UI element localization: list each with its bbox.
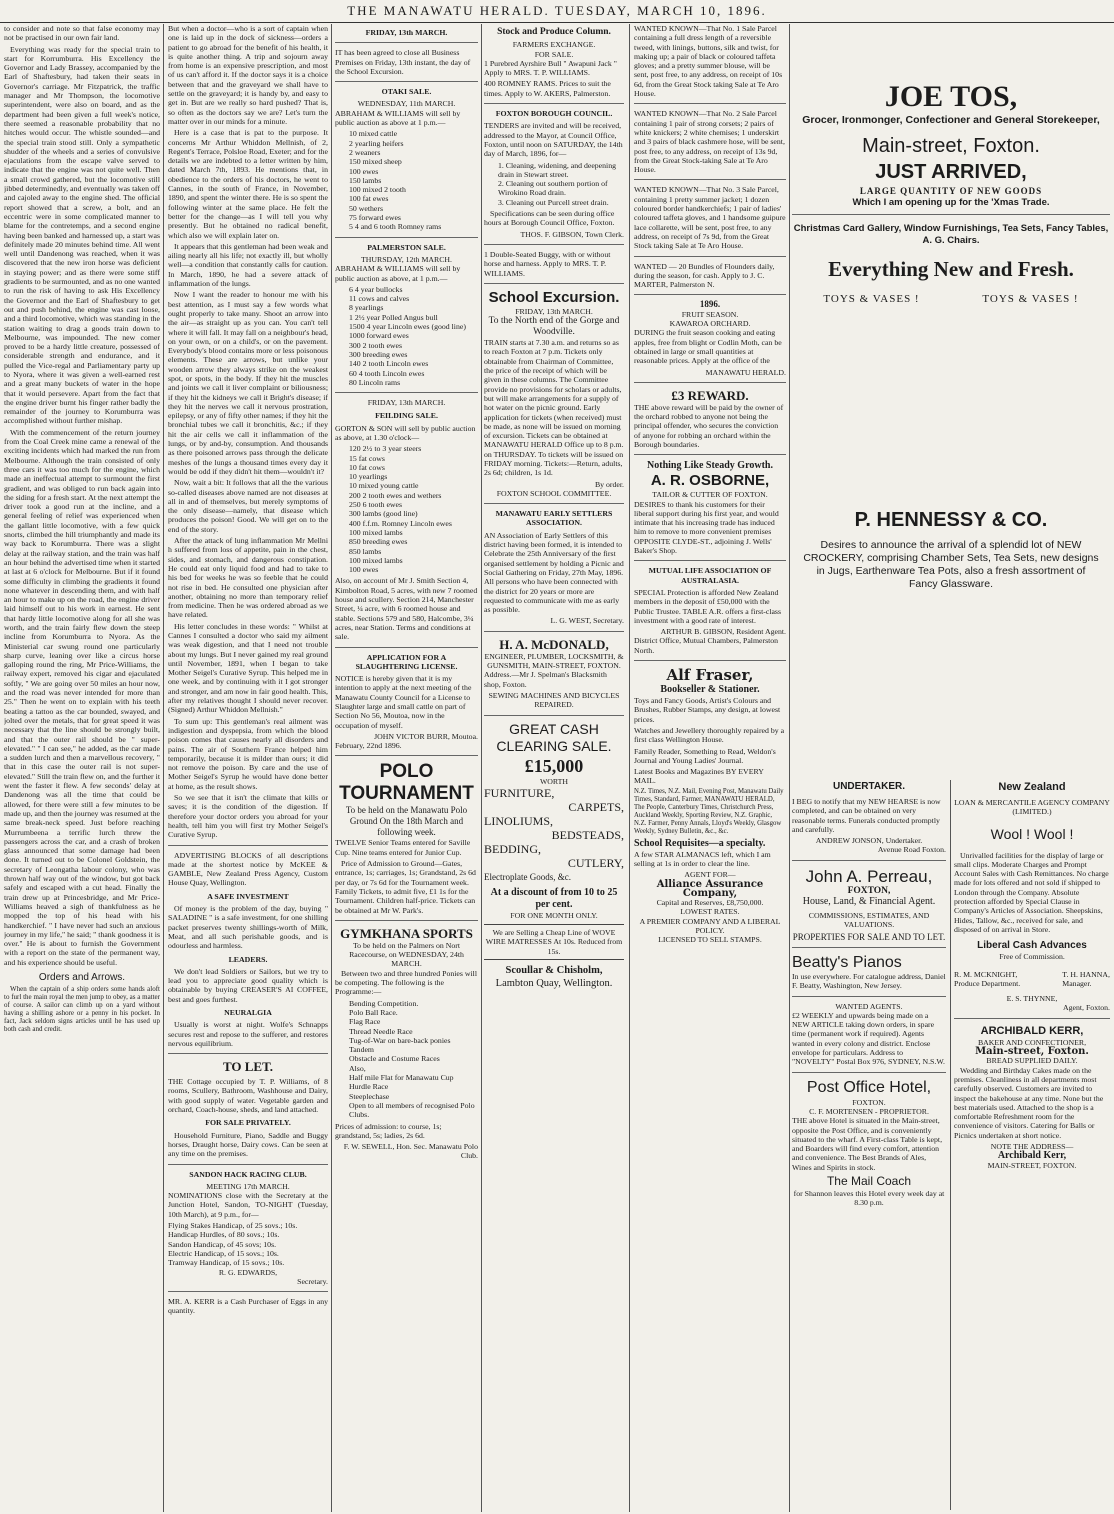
mail-coach-title: The Mail Coach [826,1174,912,1189]
gymkhana-text: Between two and three hundred Ponies will be competing. The following is the Programme:— [335,968,477,997]
tolet-title: TO LET. [222,1059,274,1075]
racing-text: NOMINATIONS close with the Secretary at the Junction Hotel, Sandon, TO-NIGHT (Tuesday, 10th March), at 9 p.m., for— [168,1191,328,1219]
mcdonald-text: ENGINEER, PLUMBER, LOCKSMITH, & GUNSMITH, MAIN-STREET, FOXTON. [484,651,624,671]
excursion-subtitle: To the North end of the Gorge and Woodville. [488,316,620,338]
otaki-date: WEDNESDAY, 11th MARCH. [357,99,456,109]
borough-spec: Specifications can be seen during office hours at Borough Council Office, Foxton. [484,209,615,228]
lot-item: 300 breeding ewes [349,349,408,359]
column-6 [792,24,1110,1512]
divider [634,454,786,455]
polo-title: POLO TOURNAMENT [339,761,474,805]
event-item: Half mile Flat for Manawatu Cup [349,1073,454,1083]
slaughter-date: February, 22nd 1896. [335,741,402,751]
article-paragraph: His letter concludes in these words: " Whilst at Cannes I consulted a doctor who said my ailment was weak digestion, and that I need not trouble about my lungs. But I never gained my real ground until November, 1891, when I began to take Mother Seigel's Curative Syrup. This helped me in one week, and by continuing with it I got stronger and stronger, and am now in fair good health. This, after my relatives thought I should never recover. (Signed) Arthur Whiddon Mellnish." [168,621,328,715]
goods-item: FURNITURE, [484,785,555,800]
column-6-right [954,780,1110,1170]
month-only: FOR ONE MONTH ONLY. [510,910,598,920]
palmerston-title: PALMERSTON SALE. [367,242,446,252]
racing-title: SANDON HACK RACING CLUB. [189,1169,307,1179]
palmerston-intro: ABRAHAM & WILLIAMS will sell by public auction as above, at 1 p.m.— [335,264,461,283]
fraser-papers: N.Z. Times, N.Z. Mail, Evening Post, Manawatu Daily Times, Standard, Farmer, MANAWATU HERALD, The People, Canterbury Times, Christchurch Press, Auckland Weekly, Sporting Review, N.Z. Graphic, N.Z. Farmer, Penny Annals, Lloyd's Weekly, Glasgow Weekly, Sydney Bulletin, &c., &c. [634,787,784,835]
racing-subtitle: MEETING 17th MARCH. [206,1181,290,1191]
lowest-rates: LOWEST RATES. [680,907,740,917]
lot-item: 80 Lincoln rams [349,377,401,387]
mcdonald-address: Address.—Mr J. Spelman's Blacksmith shop, Foxton. [484,670,607,689]
settlers-text: AN Association of Early Settlers of this district having been formed, it is intended to Celebrate the 25th Anniversary of the first organised settlement by holding a Picnic and Social Gathering on Friday, 27th May, 1896. All persons who have been connected with the district for 20 years or more are requested to communicate with me as early as possible. [484,530,624,615]
farmers-exchange: FARMERS EXCHANGE. [512,40,596,50]
article-paragraph: Now I want the reader to honour me with his best attention, as I must say a few words what ought properly to take many. Shoot an arrow into the air—as straight up as you can. You can't tell where it will fall. It may fall on a neighbour's head, on your own, or on a child's, or on the pavement. Everybody's blood contains more or less poisonous elements. These are arrows, but unlike your wooden arrow they always strike on the weakest spot, or spots, in the body. If they hit the muscles and joints we call it liver complaint or biliousness; if they hit the kidneys we call it Bright's disease; if they hit the nerves we call it nervous prostration, epilepsy, or any of fifty other names; if they hit the bronchial tubes we call it bronchitis, &c.; if they hit the air cells we call it inflammation of the lungs, or by and-by, consumption. And thousands as there poisoned arrows pass through the delicate meshes of the lungs a thousand times every day it would be odd if they didn't hit them—wouldn't it? [168,290,328,476]
nz-text: Unrivalled facilities for the display of large or small clips. Moderate Charges and Prompt Account Sales with Cash Remittances. No charge made for lots offered and not sold if shipped to London through the Company. Absolute protection afforded by Special Clause in Company's Articles of Association. Sheepskins, Hides, Tallow, &c., received for sale, and disposed of on arrival in Store. [954,850,1109,934]
lot-item: 100 mixed 2 tooth [349,185,406,195]
mcdonald-sewing: SEWING MACHINES AND BICYCLES REPAIRED. [488,690,620,710]
lot-item: 140 2 tooth Lincoln ewes [349,359,429,369]
tos-toys-left: TOYS & VASES ! [823,293,920,305]
divider [335,237,478,238]
fruit-signature: MANAWATU HERALD. [705,367,786,377]
friday-heading: FRIDAY, 13th MARCH. [365,28,448,37]
lot-item: 10 yearlings [349,472,388,482]
advertising-notice: ADVERTISING BLOCKS of all descriptions made at the shortest notice by McKEE & GAMBLE, New Zealand Press Agency, Custom House Quay, Wellington. [168,850,328,888]
kawaroa-orchard: KAWAROA ORCHARD. [669,319,751,329]
officer-mcknight [954,970,1020,989]
slaughter-text: NOTICE is hereby given that it is my intention to apply at the next meeting of the Manawatu County Council for a License to Slaughter large and small cattle on part of Section No 56, Moutoa, now in the occupation of myself. [335,674,472,730]
borough-text: TENDERS are invited and will be received, addressed to the Mayor, at Council Office, Foxton, until noon on SATURDAY, the 14th day of March, 1896, for— [484,121,623,159]
tos-toys-row [792,291,1110,307]
column-3 [335,24,478,1512]
investment-title: A SAFE INVESTMENT [207,891,289,901]
orders-title: Orders and Arrows. [38,971,126,983]
clearing-items [484,786,624,884]
divider [634,294,786,295]
undertaker-address: Avenue Road Foxton. [877,845,946,855]
event-item: Polo Ball Race. [349,1007,398,1017]
lot-item: 150 lambs [349,175,382,185]
fraser-family: Family Reader, Something to Read, Weldon's Journal and Young Ladies' Journal. [634,746,776,765]
tender-item: 2. Cleaning out southern portion of Wirokino Road drain. [498,179,608,198]
feilding-intro: GORTON & SON will sell by public auction as above, at 1.30 o'clock— [335,423,476,442]
wool-heading: Wool ! Wool ! [990,825,1074,842]
column-rule [950,780,951,1510]
divider [484,503,624,504]
perreau-title: John A. Perreau, [805,866,933,886]
event-item: Hurdle Race [349,1082,389,1092]
goods-item: CARPETS, [568,799,624,814]
reward-title: £3 REWARD. [671,387,749,403]
lot-item: 250 6 tooth ewes [349,500,403,510]
divider [335,81,478,82]
kerr-name: Archibald Kerr, [997,1150,1067,1162]
tos-everything: Everything New and Fresh. [828,257,1074,281]
event-item: Flag Race [349,1017,381,1027]
excursion-title: School Excursion. [488,288,620,306]
tos-toys-right: TOYS & VASES ! [982,293,1079,305]
tos-arrived: JUST ARRIVED, [875,161,1027,183]
excursion-date: FRIDAY, 13th MARCH. [515,306,593,316]
racing-item: Flying Stakes Handicap, of 25 sovs.; 10s. [168,1221,298,1231]
article-paragraph: After the attack of lung inflammation Mr Mellni h suffered from loss of appetite, pain in the chest, sides, and stomach, and dangerous constipation. He could eat only liquid food and had to take to his bed for weeks he was so feeble that he could not rise in bed. He consulted one physician after another, obtaining no more than temporary relief from medicine. Then he was ordered abroad as we have related. [168,536,328,620]
otaki-lots [349,129,478,231]
article-paragraph: But when a doctor—who is a sort of captain when one is laid up in the dock of sickness—orders a patient to go abroad for the benefit of his health, it is quite another thing. A trip and sojourn away from home is an expensive prescription, and most of us can't afford it. If the doctor says it is a choice between that and the graveyard we shall have to settle on the graveyard; it is handy by, and easy to get in. But are we really so hard pushed? That is, so often as the doctors say we are? Let's turn the matter over in our minds for a minute. [168,24,328,126]
divider [792,214,1110,215]
racing-item: Handicap Hurdles, of 80 sovs.; 10s. [168,1230,280,1240]
perreau-properties: PROPERTIES FOR SALE AND TO LET. [792,931,946,942]
article-paragraph: With the commencement of the return journey from the Coal Creek mine came a renewal of the exciting incidents which had marked the run from Melbourne. Although the train consisted of only three cars it was too much for the engine, which made an ineffectual attempt to surmount the first gradient, and was obliged to run back again into the siding for a fresh start. At the next attempt the driver took a good run at the incline, and a general feeling of relief was experienced when the gallant little locomotive, with a few quick snorts, climbed the hill triumphantly and made its way back to Korumburra. There was a slight delay at the railway station, and the train was half an hour behind the advertised time when it started at last at 6 o'clock for Melbourne. But if it found some difficulty in climbing the gradients it found none whatever in descending them, and with half an hour to make up on the road, the engine driver laid himself out to his work in earnest. He sent that hardy little locomotive along for all she was worth, and the train fairly flew down the steep incline from Korumburra to Nyora. As the Ministerial car swung round one particularly sharp curve, leaning over like a circus horse galloping round the ring, Mr Price-Williams, the railway expert, removed his cigar and ejaculated softly, " We are going over 50 miles an hour now, and the road was never intended for more than 25." Then he went on to explain with his teeth beating a tattoo as the car bounded, swayed, and jolted over the metals, that for great speed it was necessary that the line should be strongly built, and that the outer rail should be " super-elevated." " I can see," he added, as the car made a sudden lurch and then a marvellous recovery, " that in this case the outer rail is not super-elevated." Still the train flew on, and the further it went the faster it flew. A few seconds' delay at Dandenong was all the time that could be allowed, for there were still a few minutes to be made up, and then the journey was resumed at the same break-neck speed. Just before reaching Murrumbeena a terrific lurch threw the passengers across the car, and a crash of broken glass announced that some damage had been done. It turned out to be Colonel Goldstein, the secretary of Leongatha labour colony, who was thrown half way out of the window, but got back safely and escaped with a cut head. Finally the train drew up at Princesbridge, and Mr Price-Williams heaved a sigh of thankfulness as he mopped the top of his head with his handkerchief. " I have never had such an anxious journey in my life," he said; " thank goodness it is over." He is about to furnish the Government with a report on the state of the permanent way, and his experience should be useful. [4,427,160,967]
lot-item: 2 yearling heifers [349,138,404,148]
excursion-text: TRAIN starts at 7.30 a.m. and returns so as to reach Foxton at 7 p.m. Tickets only obtainable from Chairman of Committee, the price of the receipt of which will be given in these columns. The Committee provide no provisions for scholars or adults, but will make arrangements for a supply of hot water on the picnic ground. Early application for tickets (when received) must be made, as none will be issued on morning of excursion. Tickets can be obtained at MANAWATU HERALD Office up to 8 p.m. on THURSDAY. To tickets will be issued on FRIDAY morning. Tickets:—Return, adults, 2s 6d; children, 1s 1d. [484,338,624,478]
officer-thynne-role: Agent, Foxton. [1063,1003,1110,1013]
racing-item: Sandon Handicap, of 45 sovs; 10s. [168,1239,277,1249]
divider [634,560,786,561]
event-item: Bending Competition. [349,998,419,1008]
clearing-worth: WORTH [539,776,569,786]
fraser-title: Alf Fraser, [666,666,754,685]
tender-item: 3. Cleaning out Purcell street drain. [498,197,609,207]
capital-text: Capital and Reserves, £8,750,000. [656,898,764,908]
wanted-known-2: WANTED KNOWN—That No. 2 Sale Parcel containing 1 pair of strong corsets; 2 pairs of white knickers; 2 white chemises; 1 underskirt and 3 pairs of black cashmere hose, will be sent, post free, to any address, on receipt of 13s 9d, from the Great Stock-taking Sale at Te Aro House. [634,109,785,175]
column-5 [634,24,786,1512]
divider [335,755,478,756]
tos-street: Main-street, Foxton. [862,135,1040,157]
osborne-subtitle: TAILOR & CUTTER OF FOXTON. [652,490,768,500]
post-office-subtitle: FOXTON. [852,1097,886,1107]
kerr-title: ARCHIBALD KERR, [980,1024,1084,1037]
event-item: Also, [349,1063,366,1073]
wanted-known-1: WANTED KNOWN—That No. 1 Sale Parcel containing a full dress length of a reversible tweed, with linings, buttons, silk and twist, for making up; a pair of black or coloured taffeta gloves; and a pretty summer blouse, will be sent, post free, to any address, on receipt of 10s 6d, from the Great Stock taking Sale at Te Aro House. [634,24,783,99]
goods-item: LINOLIUMS, [484,813,553,828]
lot-item: 10 mixed cattle [349,129,398,139]
lot-item: 100 fat ewes [349,194,389,204]
feilding-title: FEILDING SALE. [375,411,438,421]
gymkhana-title: GYMKHANA SPORTS [340,925,473,941]
divider [792,860,946,861]
lot-item: 200 2 tooth ewes and wethers [349,490,442,500]
article-paragraph: It appears that this gentleman had been weak and ailing nearly all his life; not exactly ill, but wholly well—a condition that constantly calls for caution. In March, 1890, he had a severe attack of inflammation of the lungs. [168,241,328,289]
fraser-text: Toys and Fancy Goods, Artist's Colours and Brushes, Rubber Stamps, any design, at lowest prices. [634,696,781,724]
lot-item: 11 cows and calves [349,294,410,304]
premier-text: A PREMIER COMPANY AND A LIBERAL POLICY. [639,916,781,936]
event-item: Thread Needle Race [349,1026,413,1036]
divider [335,920,478,921]
steady-growth: Nothing Like Steady Growth. [647,460,773,472]
lot-item: 150 mixed sheep [349,157,402,167]
osborne-title: A. R. OSBORNE, [650,472,770,490]
lot-item: 10 fat cows [349,462,385,472]
column-4 [484,24,624,1512]
kerr-street: Main-street, Foxton. [975,1046,1089,1058]
divider [168,1053,328,1054]
lot-item: 5 4 and 6 tooth Romney rams [349,222,442,232]
lot-item: 10 mixed young cattle [349,481,419,491]
wanted-flounders: WANTED — 20 Bundles of Flounders daily, during the season, for cash. Apply to J. C. MARTER, Palmerston N. [634,261,775,290]
free-commission: Free of Commission. [999,952,1065,962]
article-paragraph: To sum up: This gentleman's real ailment was indigestion and dyspepsia, from which the blood poison comes that causes nearly all disorders and pains. The air of Southern France helped him temporarily, because it is milder than ours; it did not remove the poison. By care and the use of Mother Seigel's Syrup he would have done better at home, as the result shows. [168,716,328,791]
divider [484,715,624,716]
lot-item: 300 2 tooth ewes [349,340,403,350]
palmerston-date: THURSDAY, 12th MARCH. [361,254,452,264]
divider [634,382,786,383]
post-office-title: Post Office Hotel, [806,1078,932,1096]
buggy-ad: 1 Double-Seated Buggy, with or without horse and harness. Apply to MRS. T. P. WILLIAMS. [484,249,611,278]
mail-coach-text: for Shannon leaves this Hotel every week day at 8.30 p.m. [793,1189,945,1208]
divider [792,996,946,997]
hennessy-title: P. HENNESSY & CO. [854,509,1048,531]
perreau-commissions: COMMISSIONS, ESTIMATES, AND VALUATIONS. [808,911,930,930]
divider [168,845,328,846]
feilding-extra: Also, on account of Mr J. Smith Section 4, Kimbolton Road, 5 acres, with new 7 roomed house and scullery. Section 214, Manchester Street, ¼ acre, with 6 roomed house and stable. Sections 579 and 580, Halcombe, 3¼ acres, near Station. Terms and conditions at sale. [335,576,478,642]
palmerston-lots [349,285,478,387]
divider [335,392,478,393]
slaughter-signature: JOHN VICTOR BURR, Moutoa. [374,731,478,741]
undertaker-title: UNDERTAKER. [832,781,906,792]
closing-notice: IT has been agreed to close all Business Premises on Friday, 13th instant, the day of the School Excursion. [335,48,471,76]
racing-role: Secretary. [297,1276,328,1286]
leaders-title: LEADERS. [228,954,268,964]
lot-item: 6 4 year bullocks [349,284,403,294]
divider [634,179,786,180]
lot-item: 1 2½ year Polled Angus bull [349,312,438,322]
event-item: Open to all members of recognised Polo Clubs. [349,1100,475,1120]
mutual-office: District Office, Mutual Chambers, Palmerston North. [634,636,779,655]
gymkhana-prices: Prices of admission: to course, 1s; grandstand, 5s; ladies, 2s 6d. [335,1121,442,1140]
lot-item: 60 4 tooth Lincoln ewes [349,368,425,378]
fraser-latest: Latest Books and Magazines BY EVERY MAIL. [634,767,764,786]
divider [634,660,786,661]
clearing-amount: £15,000 [524,755,584,776]
stock-title: Stock and Produce Column. [497,27,611,37]
racing-signature: R. G. EDWARDS, [218,1267,278,1277]
polo-admission: Price of Admission to Ground—Gates, entrance, 1s; carriages, 1s; Grandstand, 2s 6d per day, or 7s 6d for the Tournament week. Family Tickets, to admit five, £1 1s for the Tournament. Children half-price. Tickets can be obtained at Mr W. Park's. [335,859,476,915]
lot-item: 400 f.f.m. Romney Lincoln ewes [349,518,452,528]
article-paragraph: Here is a case that is pat to the purpose. It concerns Mr Arthur Whiddon Mellnish, of 2, Regent's Terrace, Polsloe Road, Exeter; and for the details we are indebted to a letter written by him, dated March 7th, 1893. He mentions that, in obedience to the orders of his doctors, he went to Cannes, in the south of France, in November, 1890, and spent the winter there. He is so spent the following winter at the same place. He felt the better for the change—as I will tell you why presently. But he obtained no radical benefit, which also we will explain later on. [168,128,328,240]
lot-item: 15 fat cows [349,453,385,463]
lot-item: 100 ewes [349,166,379,176]
nz-officers [954,970,1110,989]
divider [168,1164,328,1165]
mcdonald-title: H. A. McDONALD, [499,636,609,652]
otaki-intro: ABRAHAM & WILLIAMS will sell by public auction as above at 1 p.m.— [335,108,461,128]
post-office-proprietor: C. F. MORTENSEN - PROPRIETOR. [809,1106,929,1116]
bull-ad: 1 Purebred Ayrshire Bull " Awapuni Jack " Apply to MRS. T. P. WILLIAMS. [484,58,617,78]
column-1 [4,24,160,1512]
divider [792,947,946,948]
officer-role: Produce Department. [954,978,1021,988]
goods-item: BEDSTEADS, [551,827,624,842]
beatty-title: Beatty's Pianos [792,953,902,971]
kerr-address: MAIN-STREET, FOXTON. [987,1160,1077,1170]
lot-item: 850 lambs [349,546,382,556]
otaki-title: OTAKI SALE. [381,87,432,97]
agent-for: AGENT FOR— [684,870,736,880]
lot-item: 850 breeding ewes [349,537,408,547]
divider [484,283,624,284]
excursion-signature: FOXTON SCHOOL COMMITTEE. [496,488,612,498]
divider [484,631,624,632]
licensed-stamps: LICENSED TO SELL STAMPS. [658,935,762,945]
column-rule [163,24,164,1512]
divider [634,256,786,257]
divider [168,1291,328,1292]
slaughter-title: APPLICATION FOR A SLAUGHTERING LICENSE. [355,652,458,671]
rams-ad: 400 ROMNEY RAMS. Prices to suit the times. Apply to W. AKERS, Palmerston. [484,79,611,98]
event-item: Tandem [349,1045,375,1055]
officer-role: Manager. [1062,978,1092,988]
gymkhana-signature: F. W. SEWELL, Hon. Sec. Manawatu Polo Club. [343,1142,478,1161]
borough-items [498,161,624,207]
column-rule [331,24,332,1512]
undertaker-signature: ANDREW JONSON, Undertaker. [815,836,923,846]
gymkhana-items [349,999,478,1120]
kerr-text: Wedding and Birthday Cakes made on the premises. Cleanliness in all departments most carefully observed. Customers are invited to inspect the bakehouse at any time. None but the best materials used. Attached to the shop is a comfortable Refreshment room for the convenience of visitors. Catering for Balls or Picnics undertaken at short notice. [954,1065,1104,1140]
agents-title: WANTED AGENTS. [835,1001,903,1011]
polo-text: TWELVE Senior Teams entered for Saville Cup. Nine teams entered for Junior Cup. [335,838,471,857]
lot-item: 8 yearlings [349,303,384,313]
settlers-title: MANAWATU EARLY SETTLERS ASSOCIATION. [495,509,613,528]
feilding-lots [349,444,478,574]
alliance-name: Alliance Assurance Company, [656,878,764,899]
article-paragraph: Everything was ready for the special train to start for Korrumburra. His Excellency the Governor and Lady Brassey, accompanied by the Earl of Shaftesbury, had taken their seats in Governor's carriage. Mr Fitzpatrick, the traffic manager and Mr Thompson, the locomotive superintendent, were also on board, and as the department had been given a full week's notice, there seemed a reasonable probability that no hitches would occur. The whistle sounded—and the special train stood still. Only a sympathetic shudder of the wheels and a series of convulsive ejaculations from the escape valve served to indicate that the engine was not quite well. Then a small crowd gathered, but the locomotive still jibbed determinedly, and eventually was taken off and cajoled away to the engine shed. The official report showed that a screw, a bolt, and an eccentric were in some complicated manner to blame for the contretemps, and a second engine having been banked and harnessed up, a start was definitely made 20 minutes behind time. All went well until Dandenong was reached, when it was discovered that the new iron horse was deficient in staying power; and as there were some stiff gradients to be surmounted, and as no one wanted to run the risk of having to ask His Excellency the Governor and the Earl of Shaftesbury to get out and push behind, the engine was cast loose, and a third locomotive, which was standing in the station waiting to drag a goods train down to Melbourne, was impounded. The new comer proved to be a hardy little creature, possessed of considerable strength and endurance, and it pulled the Vice-regal and Parliamentary party up to Nyora, where it was given a well-earned rest and a great many buckets of water in the hope that it would persevere. Apart from the fact that the engine driver burnt his finger rather badly the remainder of the journey to Korumburra was accomplished without further mishap. [4,44,160,426]
fruit-season: FRUIT SEASON. [681,309,739,319]
article-paragraph: to consider and note so that false economy may not be practised in our own fair land. [4,24,160,43]
perreau-text: House, Land, & Financial Agent. [802,896,936,908]
feilding-date: FRIDAY, 13th MARCH. [367,398,446,408]
discount-text: At a discount of from 10 to 25 per cent. [490,886,618,910]
tos-large: LARGE QUANTITY OF NEW GOODS [859,186,1043,196]
perreau-subtitle: FOXTON, [847,885,891,896]
fraser-subtitle: Bookseller & Stationer. [660,684,760,696]
event-item: Obstacle and Costume Races [349,1054,440,1064]
post-office-text: THE above Hotel is situated in the Main-street, opposite the Post Office, and is conveniently situated to the wharf. A First-class Table is kept, and Boarders will find every comfort, attention and convenience. The Best Brands of Ales, Wines and Spirits in stock. [792,1116,943,1172]
lot-item: 100 mixed lambs [349,555,403,565]
nz-title: New Zealand [998,781,1066,793]
goods-item: BEDDING, [484,841,541,856]
column-rule [629,24,630,1512]
settlers-signature: L. G. WEST, Secretary. [550,616,624,626]
investment-text: Of money is the problem of the day, buying " SALADINE " is a safe investment, for one shilling packet preserves twenty shillings-worth of Milk, Meat, and all such perishable goods, and is odourless and harmless. [168,904,328,951]
lot-item: 50 wethers [349,203,383,213]
leaders-text: We don't lead Soldiers or Sailors, but we try to lead you to appreciate good quality which is obtainable by buying CREASER'S AI COFFEE, best and goes furthest. [168,966,328,1004]
column-rule [789,24,790,1512]
tender-item: 1. Cleaning, widening, and deepening drain in Stewart street. [498,160,617,179]
liberal-advances: Liberal Cash Advances [977,940,1087,952]
masthead: THE MANAWATU HERALD. TUESDAY, MARCH 10, 1896. [0,0,1114,23]
mattress-box: We are Selling a Cheap Line of WOVE WIRE MATRESSES At 10s. Reduced from 15s. [484,924,624,960]
article-paragraph: So we see that it isn't the climate that kills or saves; it is the condition of the digestion. If therefore your doctor orders you abroad for your health, tell him you will first try Mother Seigel's Curative Syrup. [168,793,328,840]
borough-signature: THOS. F. GIBSON, Town Clerk. [520,229,624,239]
gymkhana-subtitle: To be held on the Palmers on Nort Racecourse, on WEDNESDAY, 24th MARCH. [349,940,464,969]
officer-hanna [1062,970,1110,989]
polo-subtitle: To be held on the Manawatu Polo Ground On the 18th March and following week. [345,805,468,838]
fruit-text: DURING the fruit season cooking and eating apples, free from blight or Codlin Moth, can be obtained in large or small quantities at reasonable prices. Apply at the office of the [634,328,782,366]
lot-item: 100 mixed lambs [349,527,403,537]
tolet-text: THE Cottage occupied by T. P. Williams, of 8 rooms, Scullery, Bathroom, Washhouse and Dairy, with good supply of water. Vegetable garden and orchard, Coach-house, sheds, and land attached. [168,1077,328,1115]
mutual-text: SPECIAL Protection is afforded New Zealand members in the deposit of £50,000 with the Public Trustee. TABLE A.R. offers a first-class investment with a good rate of interest. [634,587,782,625]
racing-item: Electric Handicap, of 15 sovs.; 10s. [168,1248,279,1258]
private-sale-title: FOR SALE PRIVATELY. [205,1118,291,1128]
divider [484,103,624,104]
column-rule [481,24,482,1512]
hennessy-text: Desires to announce the arrival of a splendid lot of NEW CROCKERY, comprising Chamber Sets, Tea Sets, new designs in Jugs, Earthenware Tea Pots, also a fresh assortment of Fancy Glassware. [803,539,1099,590]
osborne-text: DESIRES to thank his customers for their liberal support during his first year, and would intimate that his increasing trade has induced him to remove to more convenient premises OPPOSITE CLYDE-ST., adjoining J. Wells' Baker's Shop. [634,499,779,556]
beatty-text: In use everywhere. For catalogue address, Daniel F. Beatty, Washington, New Jersey. [792,971,946,991]
fraser-watches: Watches and Jewellery thoroughly repaired by a first class Wellington House. [634,725,785,745]
racing-item: Tramway Handicap, of 15 sovs.; 10s. [168,1258,285,1268]
lot-item: 1500 4 year Lincoln ewes (good line) [349,322,466,332]
neuralgia-text: Usually is worst at night. Wolfe's Schnapps secures rest and repose to the sufferer, and restores nervous equilibrium. [168,1020,328,1048]
kerr-subtitle: BAKER AND CONFECTIONER, [977,1037,1087,1047]
undertaker-text: I BEG to notify that my NEW HEARSE is now completed, and can be obtained on very reasonable terms. Funerals conducted promptly and carefully. [792,797,941,834]
tos-opening: Which I am opening up for the 'Xmas Trade. [852,197,1050,208]
goods-item: Electroplate Goods, &c. [484,871,571,882]
event-item: Tug-of-War on bare-back ponies [349,1035,451,1045]
year-heading: 1896. [699,299,721,310]
officer-name: R. M. MCKNIGHT, [954,969,1018,979]
scoullar-name: Scoullar & Chisholm, [505,965,603,976]
nz-subtitle: LOAN & MERCANTILE AGENCY COMPANY (LIMITED.) [954,798,1110,817]
clearing-sale-title: GREAT CASH CLEARING SALE. [496,720,612,754]
divider [484,244,624,245]
column-2 [168,24,328,1512]
tos-subtitle: Grocer, Ironmonger, Confectioner and General Storekeeper, [802,114,1100,126]
divider [792,1072,946,1073]
lot-item: 1000 forward ewes [349,331,409,341]
for-sale-heading: FOR SALE. [534,49,574,59]
lot-item: 300 lambs (good line) [349,509,418,519]
event-item: Steeplechase [349,1091,390,1101]
column-6-left [792,780,946,1208]
excursion-order: By order. [594,479,624,489]
almanac-text: A few STAR ALMANACS left, which I am selling at 1s in order to clear the line. [634,849,771,868]
tos-gallery: Christmas Card Gallery, Window Furnishings, Tea Sets, Fancy Tables, A. G. Chairs. [793,223,1109,246]
lot-item: 2 weaners [349,147,381,157]
wanted-known-3: WANTED KNOWN—That No. 3 Sale Parcel, containing 1 pretty summer jacket; 1 dozen coloured border handkerchiefs; 1 pair of ladies' coloured taffeta gloves, and 1 handsome guipure lace collarette, will be sent, post free, to any address, on receipt of 7s 9d, from the Great Stock taking Sale at Te Aro House. [634,185,786,251]
mutual-title: MUTUAL LIFE ASSOCIATION OF AUSTRALASIA. [648,566,772,585]
divider [335,42,478,43]
orders-text: When the captain of a ship orders some hands aloft to furl the main royal the men jump to obey, as a matter of course. A sailor can climb up on a yard without having a shilling ashore or a penny in his pocket. In fact, Jack seldom signs articles until he has used up both cash and credit. [4,985,160,1034]
mutual-signature: ARTHUR B. GIBSON, Resident Agent. [660,627,786,637]
kerr-bread: BREAD SUPPLIED DAILY. [986,1056,1078,1066]
officer-name: T. H. HANNA, [1062,969,1110,979]
lambton-address: Lambton Quay, Wellington. [495,978,613,989]
divider [634,103,786,104]
divider [954,1018,1110,1019]
tos-title: JOE TOS, [884,80,1018,113]
school-requisites: School Requisites—a specialty. [634,837,766,849]
kerr-note: NOTE THE ADDRESS— [990,1142,1074,1152]
private-sale-text: Household Furniture, Piano, Saddle and Buggy horses, Draught horse, Dairy cows. Can be seen at any time on the premises. [168,1130,328,1159]
kerr-eggs-notice: MR. A. KERR is a Cash Purchaser of Eggs in any quantity. [168,1297,328,1316]
officer-thynne: E. S. THYNNE, [1006,994,1058,1004]
agents-text: £2 WEEKLY and upwards being made on a NEW ARTICLE taking down orders, in spare time (permanent work if required). Agents wanted in every colony and district. Enclose envelope for particulars. Address to "NOVELTY" Postal Box 976, SYDNEY, N.S.W. [792,1010,945,1067]
lot-item: 100 ewes [349,565,379,575]
borough-title: FOXTON BOROUGH COUNCIL. [495,109,613,119]
divider [335,647,478,648]
reward-text: THE above reward will be paid by the owner of the orchard robbed to anyone not being the principal offender, who secures the conviction of anyone for robbing an orchard within the Borough boundaries. [634,402,784,449]
lot-item: 75 forward ewes [349,213,401,223]
goods-item: CUTLERY, [567,855,624,870]
article-paragraph: Now, wait a bit: It follows that all the the various so-called diseases above named are not diseases at all in and of themselves, but merely symptoms of the only disease—namely, that disease which produces the poison! Good. We will get on to the end of the story. [168,478,328,534]
neuralgia-title: NEURALGIA [224,1007,272,1017]
lot-item: 120 2½ to 3 year steers [349,444,422,454]
